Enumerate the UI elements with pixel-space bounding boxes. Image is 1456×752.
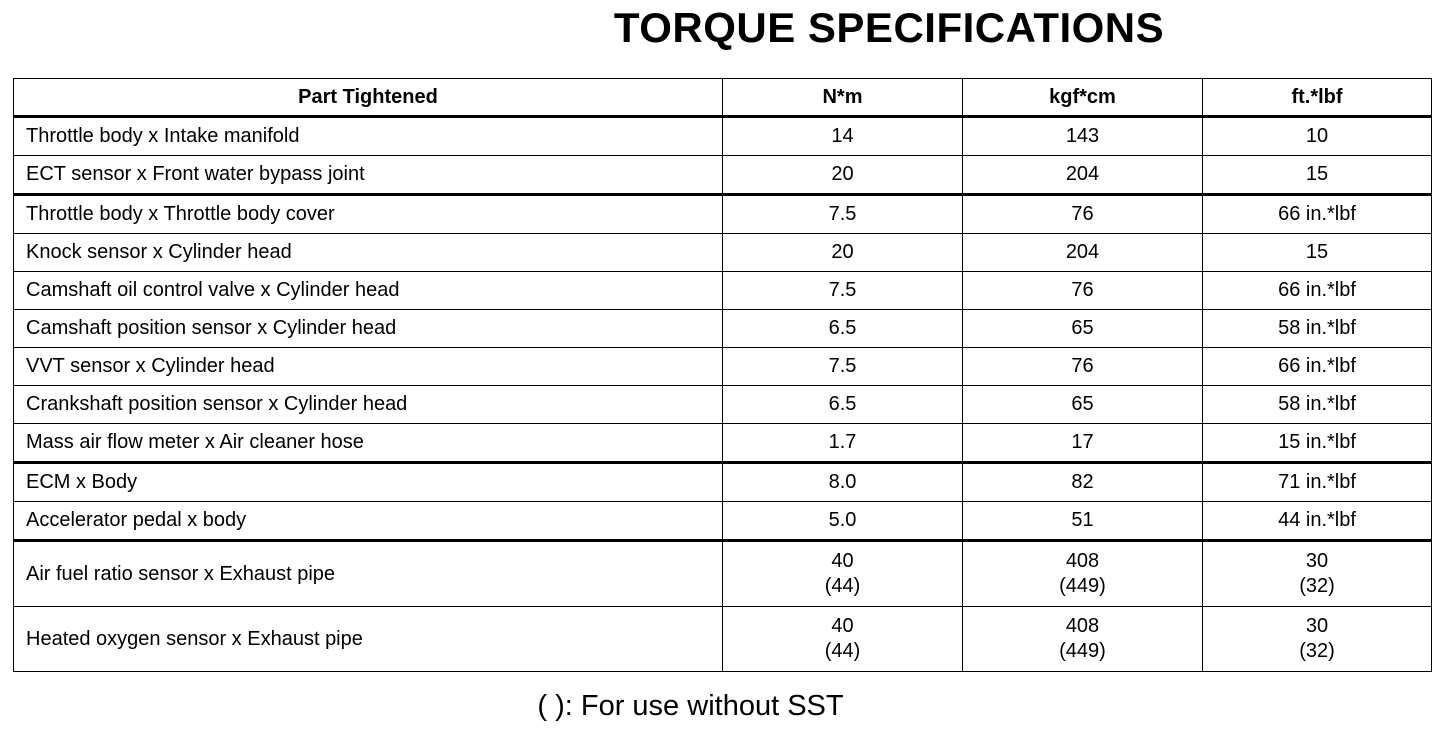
cell-nm <box>723 272 963 310</box>
value: 143 <box>1065 125 1100 147</box>
table-row <box>14 348 1432 386</box>
cell-kgfcm <box>963 386 1203 424</box>
cell-nm <box>723 156 963 195</box>
cell-ftlbf <box>1203 541 1432 607</box>
cell-nm <box>723 541 963 607</box>
table-row <box>14 607 1432 672</box>
table-row <box>14 424 1432 463</box>
value: 15 <box>1305 241 1329 263</box>
value: 1.7 <box>828 431 857 453</box>
value: 58 in.*lbf <box>1278 317 1356 339</box>
value: 82 <box>1071 471 1094 493</box>
cell-ftlbf <box>1203 386 1432 424</box>
value: 7.5 <box>828 355 857 377</box>
value: 204 <box>1065 163 1100 185</box>
value: 6.5 <box>828 393 857 415</box>
value: 40 <box>831 550 854 572</box>
cell-ftlbf <box>1203 272 1432 310</box>
cell-kgfcm <box>963 117 1203 156</box>
cell-kgfcm <box>963 310 1203 348</box>
value: 51 <box>1071 509 1094 531</box>
cell-nm <box>723 117 963 156</box>
cell-ftlbf <box>1203 195 1432 234</box>
value-without-sst: (32) <box>1299 575 1335 597</box>
cell-kgfcm <box>963 195 1203 234</box>
cell-part: Accelerator pedal x body <box>14 502 723 541</box>
table-row <box>14 234 1432 272</box>
cell-nm <box>723 386 963 424</box>
cell-part: Crankshaft position sensor x Cylinder head <box>14 386 723 424</box>
footnote: ( ): For use without SST <box>537 690 844 722</box>
table-row <box>14 463 1432 502</box>
table-body <box>14 117 1432 672</box>
cell-nm <box>723 234 963 272</box>
value: 17 <box>1071 431 1094 453</box>
value: 15 in.*lbf <box>1278 431 1356 453</box>
value: 40 <box>831 615 854 637</box>
value: 76 <box>1071 203 1094 225</box>
cell-part: Heated oxygen sensor x Exhaust pipe <box>14 607 723 672</box>
cell-kgfcm <box>963 234 1203 272</box>
cell-ftlbf <box>1203 463 1432 502</box>
value: 5.0 <box>828 509 857 531</box>
value-without-sst: (32) <box>1299 640 1335 662</box>
value: 66 in.*lbf <box>1278 279 1356 301</box>
value: 66 in.*lbf <box>1278 355 1356 377</box>
cell-ftlbf <box>1203 502 1432 541</box>
cell-nm <box>723 348 963 386</box>
cell-part: Knock sensor x Cylinder head <box>14 234 723 272</box>
cell-nm <box>723 502 963 541</box>
value: 30 <box>1305 615 1329 637</box>
value: 66 in.*lbf <box>1278 203 1356 225</box>
column-header-ftlbf: ft.*lbf <box>1203 79 1432 117</box>
value: 408 <box>1065 615 1100 637</box>
column-header-kgfcm: kgf*cm <box>963 79 1203 117</box>
table-row <box>14 502 1432 541</box>
cell-kgfcm <box>963 348 1203 386</box>
cell-nm <box>723 463 963 502</box>
cell-nm <box>723 424 963 463</box>
value: 10 <box>1305 125 1329 147</box>
cell-ftlbf <box>1203 234 1432 272</box>
table-row <box>14 272 1432 310</box>
cell-ftlbf <box>1203 310 1432 348</box>
column-header-nm: N*m <box>723 79 963 117</box>
cell-kgfcm <box>963 424 1203 463</box>
cell-part: Camshaft position sensor x Cylinder head <box>14 310 723 348</box>
cell-ftlbf <box>1203 607 1432 672</box>
value: 8.0 <box>828 471 857 493</box>
value-without-sst: (449) <box>1059 640 1106 662</box>
value-without-sst: (44) <box>824 575 861 597</box>
torque-spec-table <box>13 78 1432 672</box>
cell-part: VVT sensor x Cylinder head <box>14 348 723 386</box>
value: 65 <box>1071 393 1094 415</box>
cell-kgfcm <box>963 156 1203 195</box>
table-header-row <box>14 79 1432 117</box>
table-row <box>14 541 1432 607</box>
cell-part: Throttle body x Intake manifold <box>14 117 723 156</box>
value: 7.5 <box>828 203 857 225</box>
value: 76 <box>1071 355 1094 377</box>
value: 7.5 <box>828 279 857 301</box>
value: 58 in.*lbf <box>1278 393 1356 415</box>
table-row <box>14 386 1432 424</box>
cell-part: Air fuel ratio sensor x Exhaust pipe <box>14 541 723 607</box>
column-header-part: Part Tightened <box>14 79 723 117</box>
value: 30 <box>1305 550 1329 572</box>
cell-nm <box>723 607 963 672</box>
cell-nm <box>723 310 963 348</box>
cell-ftlbf <box>1203 117 1432 156</box>
table-row <box>14 156 1432 195</box>
cell-part: Mass air flow meter x Air cleaner hose <box>14 424 723 463</box>
value: 6.5 <box>828 317 857 339</box>
table-row <box>14 195 1432 234</box>
cell-kgfcm <box>963 272 1203 310</box>
table-row <box>14 117 1432 156</box>
value: 20 <box>831 241 854 263</box>
cell-part: ECT sensor x Front water bypass joint <box>14 156 723 195</box>
cell-kgfcm <box>963 463 1203 502</box>
cell-part: ECM x Body <box>14 463 723 502</box>
table-row <box>14 310 1432 348</box>
cell-ftlbf <box>1203 424 1432 463</box>
value-without-sst: (44) <box>824 640 861 662</box>
value-without-sst: (449) <box>1059 575 1106 597</box>
cell-ftlbf <box>1203 348 1432 386</box>
cell-kgfcm <box>963 607 1203 672</box>
page-title: TORQUE SPECIFICATIONS <box>613 4 1165 51</box>
cell-kgfcm <box>963 502 1203 541</box>
value: 71 in.*lbf <box>1278 471 1356 493</box>
value: 44 in.*lbf <box>1278 509 1356 531</box>
cell-part: Throttle body x Throttle body cover <box>14 195 723 234</box>
value: 65 <box>1071 317 1094 339</box>
cell-nm <box>723 195 963 234</box>
cell-ftlbf <box>1203 156 1432 195</box>
value: 15 <box>1305 163 1329 185</box>
cell-part: Camshaft oil control valve x Cylinder head <box>14 272 723 310</box>
value: 408 <box>1065 550 1100 572</box>
value: 20 <box>831 163 854 185</box>
value: 204 <box>1065 241 1100 263</box>
cell-kgfcm <box>963 541 1203 607</box>
value: 76 <box>1071 279 1094 301</box>
value: 14 <box>831 125 854 147</box>
